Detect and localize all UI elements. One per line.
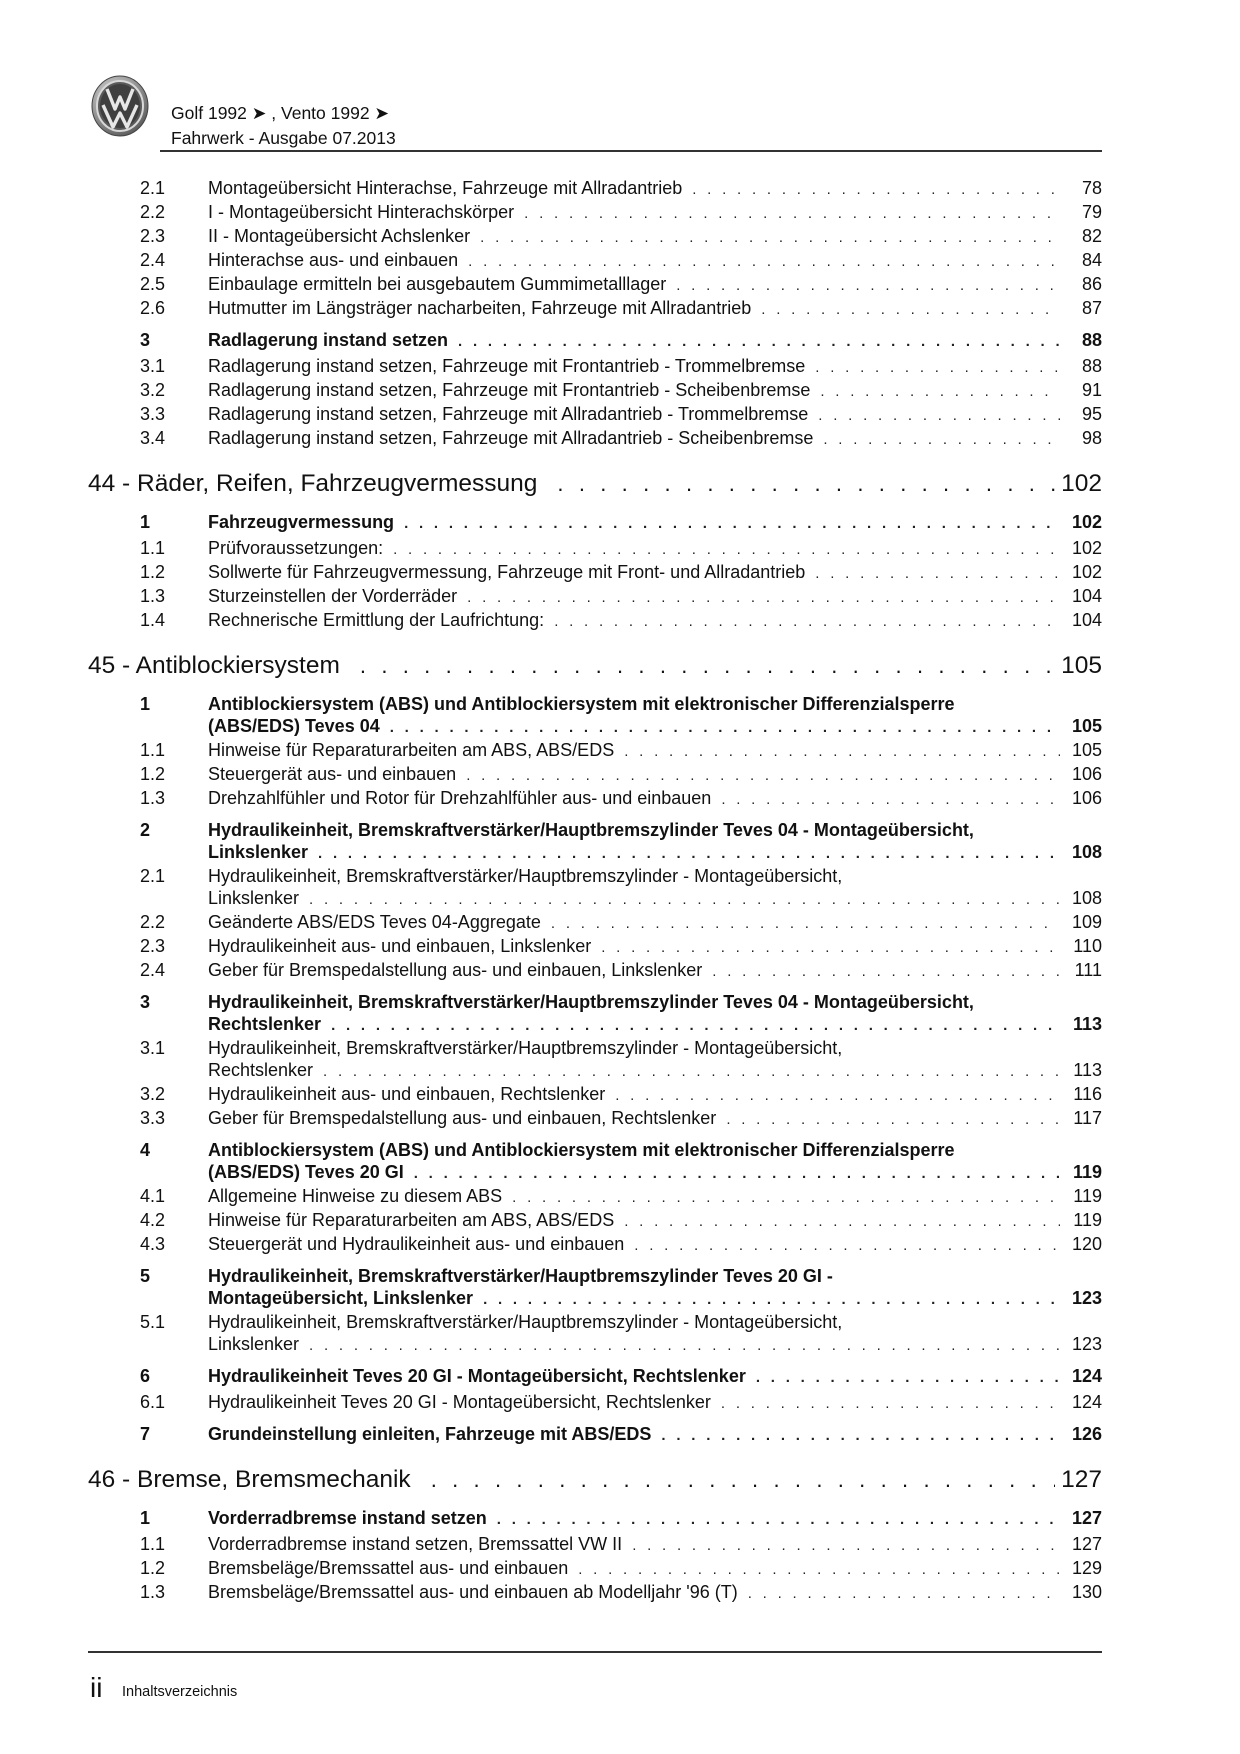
entry-title: Hydraulikeinheit, Bremskraftverstärker/Hauptbremszylinder Teves 20 GI -: [208, 1266, 833, 1286]
entry-page: 119: [1073, 1210, 1102, 1230]
entry-number: 3.3: [140, 404, 166, 424]
entry-title: Hydraulikeinheit, Bremskraftverstärker/Hauptbremszylinder - Montageübersicht,: [208, 1312, 843, 1332]
entry-number: 2.6: [140, 298, 166, 318]
entry-title: Hydraulikeinheit, Bremskraftverstärker/Hauptbremszylinder - Montageübersicht,: [208, 1038, 843, 1058]
entry-page: 105: [1071, 716, 1102, 736]
chapter-title: 45 - Antiblockiersystem: [88, 652, 340, 679]
dot-leader: [820, 381, 1060, 403]
entry-title: Hydraulikeinheit, Bremskraftverstärker/Hauptbremszylinder - Montageübersicht,: [208, 866, 843, 886]
footer-divider: [88, 1651, 1102, 1653]
entry-page: 104: [1071, 610, 1102, 630]
dot-leader: [815, 357, 1060, 379]
entry-number: 1.1: [140, 538, 166, 558]
entry-title: Antiblockiersystem (ABS) und Antiblockiersystem mit elektronischer Differenzialsperre: [208, 694, 955, 714]
entry-number: 1.2: [140, 764, 166, 784]
entry-title: Steuergerät und Hydraulikeinheit aus- und einbauen: [208, 1234, 625, 1254]
chapter-title: 46 - Bremse, Bremsmechanik: [88, 1466, 411, 1493]
entry-number: 1.3: [140, 586, 166, 606]
dot-leader: [468, 251, 1060, 273]
entry-number: 6: [140, 1366, 151, 1386]
entry-title: Montageübersicht, Linkslenker: [208, 1288, 474, 1308]
entry-number: 3.3: [140, 1108, 166, 1128]
entry-number: 1.3: [140, 788, 166, 808]
entry-title: Vorderradbremse instand setzen: [208, 1508, 487, 1528]
entry-number: 4: [140, 1140, 151, 1160]
entry-number: 1.2: [140, 1558, 166, 1578]
entry-page: 82: [1081, 226, 1102, 246]
entry-page: 127: [1071, 1508, 1102, 1528]
entry-number: 1: [140, 512, 151, 532]
dot-leader: [331, 1015, 1060, 1037]
entry-title: (ABS/EDS) Teves 20 GI: [208, 1162, 404, 1182]
header-divider: [160, 150, 1102, 152]
entry-title: Sollwerte für Fahrzeugvermessung, Fahrzeuge mit Front- und Allradantrieb: [208, 562, 806, 582]
entry-page: 111: [1074, 960, 1102, 980]
entry-title: Rechtslenker: [208, 1060, 314, 1080]
entry-number: 5.1: [140, 1312, 166, 1332]
dot-leader: [624, 741, 1060, 763]
entry-number: 2.4: [140, 250, 166, 270]
dot-leader: [390, 717, 1060, 739]
entry-number: 2.4: [140, 960, 166, 980]
entry-page: 87: [1081, 298, 1102, 318]
entry-number: 5: [140, 1266, 151, 1286]
entry-number: 2.1: [140, 866, 166, 886]
entry-number: 6.1: [140, 1392, 166, 1412]
dot-leader: [748, 1583, 1060, 1605]
entry-title: Radlagerung instand setzen: [208, 330, 449, 350]
entry-title: Hinweise für Reparaturarbeiten am ABS, ABS/EDS: [208, 740, 615, 760]
dot-leader: [692, 179, 1060, 201]
chapter-title: 44 - Räder, Reifen, Fahrzeugvermessung: [88, 470, 538, 497]
entry-page: 129: [1071, 1558, 1102, 1578]
entry-number: 4.1: [140, 1186, 166, 1206]
chapter-entry[interactable]: [88, 651, 1102, 681]
entry-number: 1.1: [140, 1534, 166, 1554]
entry-page: 102: [1071, 512, 1102, 532]
dot-leader: [578, 1559, 1060, 1581]
entry-page: 119: [1073, 1186, 1102, 1206]
dot-leader: [815, 563, 1060, 585]
entry-page: 84: [1081, 250, 1102, 270]
entry-title: Einbaulage ermitteln bei ausgebautem Gummimetalllager: [208, 274, 667, 294]
entry-page: 116: [1073, 1084, 1102, 1104]
dot-leader: [615, 1085, 1060, 1107]
dot-leader: [480, 227, 1060, 249]
dot-leader: [624, 1211, 1060, 1233]
entry-title: I - Montageübersicht Hinterachskörper: [208, 202, 515, 222]
entry-title: Radlagerung instand setzen, Fahrzeuge mit Frontantrieb - Scheibenbremse: [208, 380, 811, 400]
dot-leader: [524, 203, 1060, 225]
entry-title: Radlagerung instand setzen, Fahrzeuge mit Allradantrieb - Trommelbremse: [208, 404, 809, 424]
dot-leader: [512, 1187, 1060, 1209]
entry-page: 108: [1071, 888, 1102, 908]
entry-title: Prüfvoraussetzungen:: [208, 538, 384, 558]
entry-title: Vorderradbremse instand setzen, Bremssattel VW II: [208, 1534, 623, 1554]
entry-number: 3.4: [140, 428, 166, 448]
entry-number: 4.2: [140, 1210, 166, 1230]
dot-leader: [318, 843, 1060, 865]
dot-leader: [431, 1465, 1055, 1495]
entry-title: Hydraulikeinheit, Bremskraftverstärker/Hauptbremszylinder Teves 04 - Montageübersicht,: [208, 820, 974, 840]
entry-title: Hydraulikeinheit Teves 20 GI - Montageübersicht, Rechtslenker: [208, 1392, 711, 1412]
entry-page: 88: [1081, 330, 1102, 350]
dot-leader: [323, 1061, 1060, 1083]
entry-title: Grundeinstellung einleiten, Fahrzeuge mit ABS/EDS: [208, 1424, 652, 1444]
entry-number: 2.3: [140, 936, 166, 956]
entry-title: Steuergerät aus- und einbauen: [208, 764, 457, 784]
entry-title: Antiblockiersystem (ABS) und Antiblockiersystem mit elektronischer Differenzialsperre: [208, 1140, 955, 1160]
entry-page: 79: [1081, 202, 1102, 222]
entry-title: Hutmutter im Längsträger nacharbeiten, Fahrzeuge mit Allradantrieb: [208, 298, 752, 318]
dot-leader: [467, 587, 1060, 609]
entry-title: Fahrzeugvermessung: [208, 512, 395, 532]
entry-page: 78: [1081, 178, 1102, 198]
dot-leader: [721, 1393, 1060, 1415]
entry-number: 2: [140, 820, 151, 840]
entry-title: Hydraulikeinheit, Bremskraftverstärker/Hauptbremszylinder Teves 04 - Montageübersicht,: [208, 992, 974, 1012]
entry-page: 124: [1071, 1366, 1102, 1386]
entry-title: Geänderte ABS/EDS Teves 04-Aggregate: [208, 912, 541, 932]
entry-number: 1.4: [140, 610, 166, 630]
entry-number: 3.1: [140, 356, 166, 376]
entry-page: 86: [1081, 274, 1102, 294]
dot-leader: [309, 1335, 1060, 1357]
entry-number: 1.1: [140, 740, 166, 760]
entry-page: 113: [1073, 1060, 1102, 1080]
dot-leader: [483, 1289, 1060, 1311]
entry-number: 4.3: [140, 1234, 166, 1254]
dot-leader: [557, 469, 1055, 499]
entry-page: 108: [1071, 842, 1102, 862]
entry-title: Linkslenker: [208, 842, 309, 862]
entry-title: Geber für Bremspedalstellung aus- und einbauen, Linkslenker: [208, 960, 703, 980]
entry-number: 1.3: [140, 1582, 166, 1602]
dot-leader: [601, 937, 1060, 959]
entry-number: 1.2: [140, 562, 166, 582]
entry-page: 124: [1071, 1392, 1102, 1412]
entry-title: Radlagerung instand setzen, Fahrzeuge mit Frontantrieb - Trommelbremse: [208, 356, 806, 376]
entry-page: 130: [1071, 1582, 1102, 1602]
dot-leader: [712, 961, 1060, 983]
entry-title: Bremsbeläge/Bremssattel aus- und einbauen ab Modelljahr '96 (T): [208, 1582, 738, 1602]
entry-page: 119: [1072, 1162, 1102, 1182]
entry-page: 106: [1071, 788, 1102, 808]
entry-title: Sturzeinstellen der Vorderräder: [208, 586, 458, 606]
entry-title: Rechtslenker: [208, 1014, 322, 1034]
dot-leader: [634, 1235, 1060, 1257]
chapter-entry[interactable]: [88, 1465, 1102, 1495]
entry-page: 88: [1081, 356, 1102, 376]
entry-title: Montageübersicht Hinterachse, Fahrzeuge mit Allradantrieb: [208, 178, 683, 198]
chapter-page: 127: [1061, 1466, 1102, 1493]
entry-number: 3: [140, 992, 151, 1012]
entry-number: 2.1: [140, 178, 166, 198]
dot-leader: [551, 913, 1060, 935]
entry-page: 117: [1073, 1108, 1102, 1128]
dot-leader: [554, 611, 1060, 633]
dot-leader: [404, 513, 1060, 535]
header-edition: Fahrwerk - Ausgabe 07.2013: [171, 128, 396, 148]
dot-leader: [676, 275, 1060, 297]
entry-title: Linkslenker: [208, 1334, 300, 1354]
dot-leader: [458, 331, 1060, 353]
entry-page: 110: [1073, 936, 1102, 956]
dot-leader: [661, 1425, 1060, 1447]
entry-title: Allgemeine Hinweise zu diesem ABS: [208, 1186, 503, 1206]
entry-number: 3.1: [140, 1038, 166, 1058]
entry-title: (ABS/EDS) Teves 04: [208, 716, 380, 736]
entry-page: 126: [1071, 1424, 1102, 1444]
dot-leader: [823, 429, 1060, 451]
dot-leader: [632, 1535, 1060, 1557]
dot-leader: [818, 405, 1060, 427]
dot-leader: [360, 651, 1055, 681]
entry-page: 98: [1081, 428, 1102, 448]
entry-title: Hinterachse aus- und einbauen: [208, 250, 459, 270]
dot-leader: [726, 1109, 1060, 1131]
entry-page: 102: [1071, 562, 1102, 582]
dot-leader: [466, 765, 1060, 787]
entry-page: 91: [1081, 380, 1102, 400]
entry-page: 105: [1071, 740, 1102, 760]
entry-number: 3.2: [140, 1084, 166, 1104]
dot-leader: [393, 539, 1060, 561]
entry-page: 127: [1071, 1534, 1102, 1554]
entry-number: 1: [140, 694, 151, 714]
header-model: Golf 1992 ➤ , Vento 1992 ➤: [171, 103, 390, 123]
entry-title: Hinweise für Reparaturarbeiten am ABS, ABS/EDS: [208, 1210, 615, 1230]
entry-title: Hydraulikeinheit aus- und einbauen, Rechtslenker: [208, 1084, 606, 1104]
entry-page: 123: [1071, 1288, 1102, 1308]
entry-number: 1: [140, 1508, 151, 1528]
entry-number: 2.3: [140, 226, 166, 246]
dot-leader: [721, 789, 1060, 811]
footer-label: Inhaltsverzeichnis: [122, 1684, 238, 1700]
entry-title: Hydraulikeinheit Teves 20 GI - Montageübersicht, Rechtslenker: [208, 1366, 746, 1386]
entry-page: 95: [1081, 404, 1102, 424]
dot-leader: [756, 1367, 1060, 1389]
entry-number: 2.2: [140, 202, 166, 222]
entry-page: 102: [1071, 538, 1102, 558]
entry-title: Drehzahlfühler und Rotor für Drehzahlfühler aus- und einbauen: [208, 788, 712, 808]
entry-page: 120: [1071, 1234, 1102, 1254]
chapter-entry[interactable]: [88, 469, 1102, 499]
dot-leader: [761, 299, 1060, 321]
entry-number: 3.2: [140, 380, 166, 400]
dot-leader: [309, 889, 1060, 911]
chapter-page: 102: [1061, 470, 1102, 497]
entry-title: Linkslenker: [208, 888, 300, 908]
entry-page: 106: [1071, 764, 1102, 784]
entry-page: 123: [1071, 1334, 1102, 1354]
entry-title: Bremsbeläge/Bremssattel aus- und einbauen: [208, 1558, 569, 1578]
entry-page: 109: [1071, 912, 1102, 932]
dot-leader: [497, 1509, 1060, 1531]
entry-title: Radlagerung instand setzen, Fahrzeuge mit Allradantrieb - Scheibenbremse: [208, 428, 814, 448]
entry-title: Hydraulikeinheit aus- und einbauen, Linkslenker: [208, 936, 592, 956]
entry-page: 113: [1072, 1014, 1102, 1034]
dot-leader: [414, 1163, 1060, 1185]
entry-number: 7: [140, 1424, 151, 1444]
entry-number: 2.2: [140, 912, 166, 932]
entry-number: 2.5: [140, 274, 166, 294]
vw-logo: [91, 75, 149, 137]
footer-page-number: ii: [90, 1672, 103, 1703]
entry-title: Rechnerische Ermittlung der Laufrichtung:: [208, 610, 545, 630]
chapter-page: 105: [1061, 652, 1102, 679]
entry-title: II - Montageübersicht Achslenker: [208, 226, 471, 246]
entry-number: 3: [140, 330, 151, 350]
entry-title: Geber für Bremspedalstellung aus- und einbauen, Rechtslenker: [208, 1108, 717, 1128]
entry-page: 104: [1071, 586, 1102, 606]
